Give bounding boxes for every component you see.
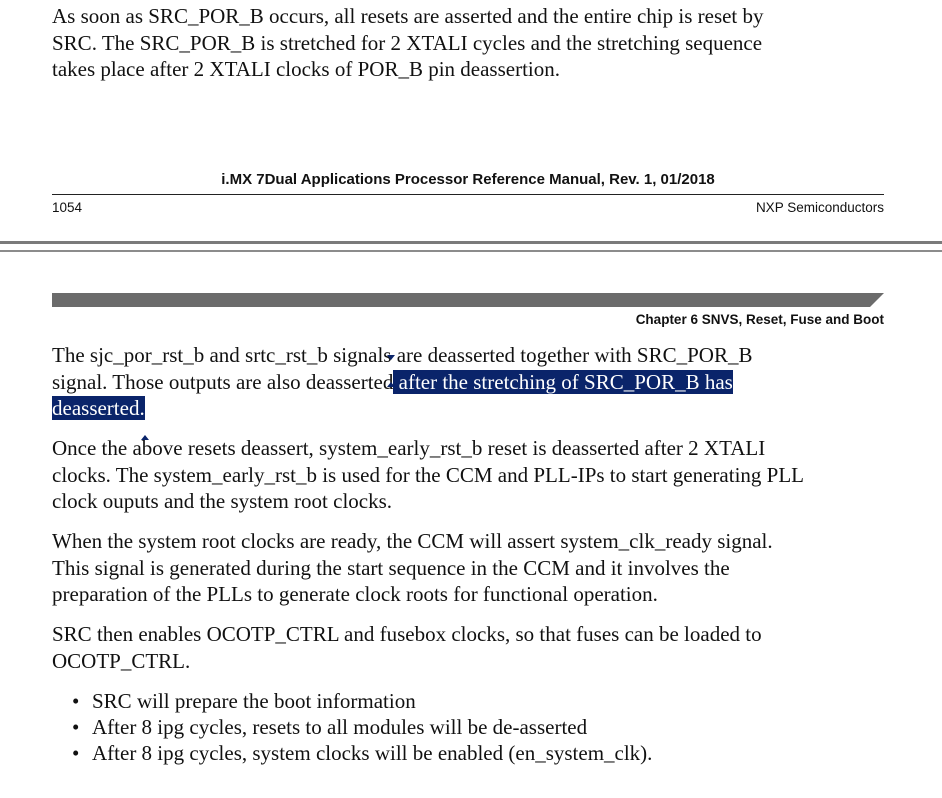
text-line: SRC then enables OCOTP_CTRL and fusebox clocks, so that fuses can be loaded to <box>52 622 762 646</box>
list-item-text: After 8 ipg cycles, resets to all modules will be de-asserted <box>92 715 588 739</box>
text-line: This signal is generated during the start sequence in the CCM and it involves the <box>52 555 730 580</box>
list-item <box>72 740 652 766</box>
bullet-marker: • <box>72 689 80 713</box>
footer-page-number: 1054 <box>52 200 83 215</box>
page-separator <box>0 241 942 252</box>
text-line <box>52 342 892 369</box>
page2-paragraph-2 <box>52 435 892 515</box>
text-line: takes place after 2 XTALI clocks of POR_B pin deassertion. <box>52 57 561 81</box>
list-item <box>72 688 652 714</box>
text-line: preparation of the PLLs to generate clock roots for functional operation. <box>52 582 658 606</box>
list-item-text: SRC will prepare the boot information <box>92 689 416 713</box>
text-segment: are deasserted together with SRC_POR_B <box>391 343 753 367</box>
selected-text[interactable]: deasserted. <box>52 396 145 420</box>
footer-company: NXP Semiconductors <box>755 200 884 215</box>
text-line: clocks. The system_early_rst_b is used for the CCM and PLL-IPs to start generating PLL <box>52 462 804 487</box>
text-line: When the system root clocks are ready, the CCM will assert system_clk_ready signal. <box>52 529 773 553</box>
text-line: SRC. The SRC_POR_B is stretched for 2 XTALI cycles and the stretching sequence <box>52 30 763 55</box>
bullet-marker: • <box>72 715 80 739</box>
text-line <box>52 369 892 396</box>
text-line: OCOTP_CTRL. <box>52 648 191 673</box>
bullet-list <box>72 688 652 766</box>
text-line: As soon as SRC_POR_B occurs, all resets are asserted and the entire chip is reset by <box>52 4 764 28</box>
text-line <box>52 395 892 422</box>
selected-text[interactable]: after the stretching of SRC_POR_B has <box>393 369 733 394</box>
page2-paragraph-4 <box>52 621 892 674</box>
text-segment: signal. Those outputs are also deasserted <box>52 369 394 394</box>
list-item-text: After 8 ipg cycles, system clocks will be enabled (en_system_clk). <box>92 741 653 765</box>
text-line: Once the above resets deassert, system_early_rst_b reset is deasserted after 2 XTALI <box>52 436 766 460</box>
chapter-header: Chapter 6 SNVS, Reset, Fuse and Boot <box>635 312 884 327</box>
text-line: clock ouputs and the system root clocks. <box>52 489 393 513</box>
chapter-header-bar <box>52 293 884 307</box>
list-item <box>72 714 652 740</box>
footer-rule <box>52 194 884 195</box>
page2-paragraph-3 <box>52 528 892 608</box>
footer-manual-title: i.MX 7Dual Applications Processor Reference Manual, Rev. 1, 01/2018 <box>221 171 715 188</box>
text-segment: The sjc_por_rst_b and srtc_rst_b signals <box>52 343 392 367</box>
page2-paragraph-1[interactable] <box>52 342 892 422</box>
bullet-marker: • <box>72 741 80 765</box>
page1-paragraph <box>52 3 892 83</box>
